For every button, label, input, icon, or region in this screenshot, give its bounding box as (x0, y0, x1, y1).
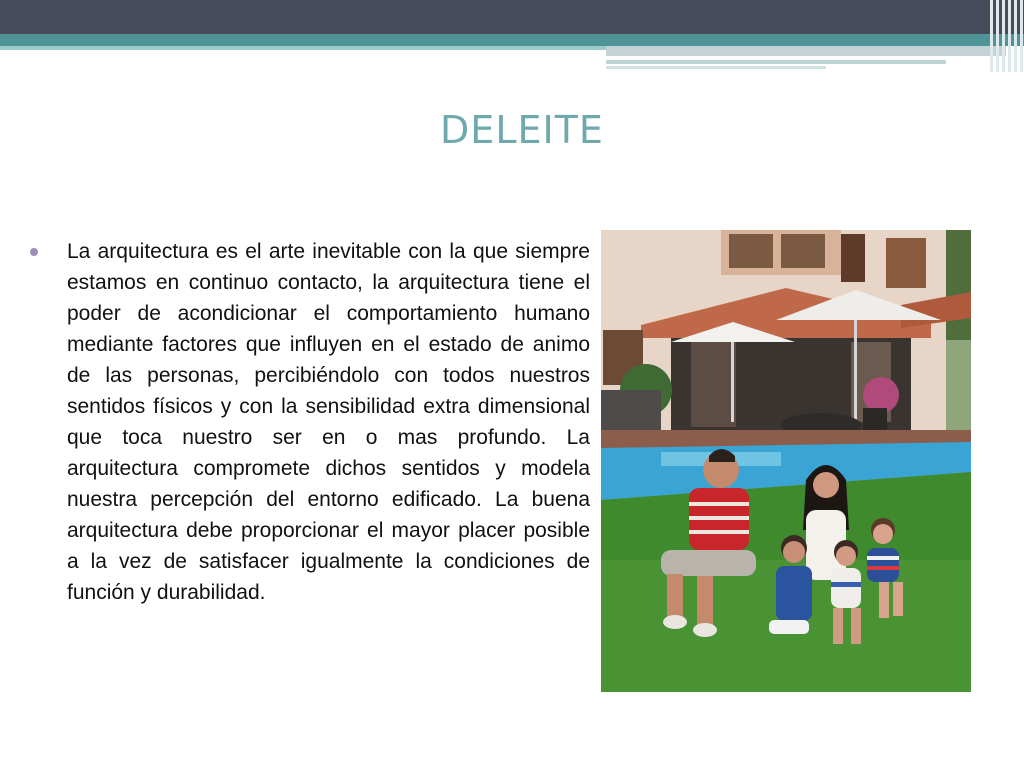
header-band-grey (606, 46, 1006, 56)
header-decoration (0, 0, 1024, 72)
bullet-marker (30, 248, 38, 256)
header-band-teal (0, 34, 1024, 46)
header-band-light (0, 46, 608, 50)
header-band-grey-thin (606, 60, 946, 64)
bullet-text: La arquitectura es el arte inevitable con la que siempre estamos en continuo contacto, la arquitectura tiene el poder de acondicionar el comportamiento humano mediante factores que influyen en el estado de animo de las personas, percibiéndolo con todos nuestros sentidos físicos y con la sensibilidad extra dimensional que toca nuestro ser en o mas profundo. La arquitectura compromete dichos sentidos y modela nuestra percepción del entorno edificado. La buena arquitectura debe proporcionar el mayor placer posible a la vez de satisfacer igualmente la condiciones de función y durabilidad. (67, 240, 590, 604)
header-band-dark (0, 0, 1024, 34)
header-band-grey-thinner (606, 66, 826, 69)
header-stripes (988, 0, 1024, 72)
slide-title: DELEITE (440, 108, 604, 152)
family-house-photo (601, 230, 971, 692)
bullet-list (30, 236, 590, 608)
